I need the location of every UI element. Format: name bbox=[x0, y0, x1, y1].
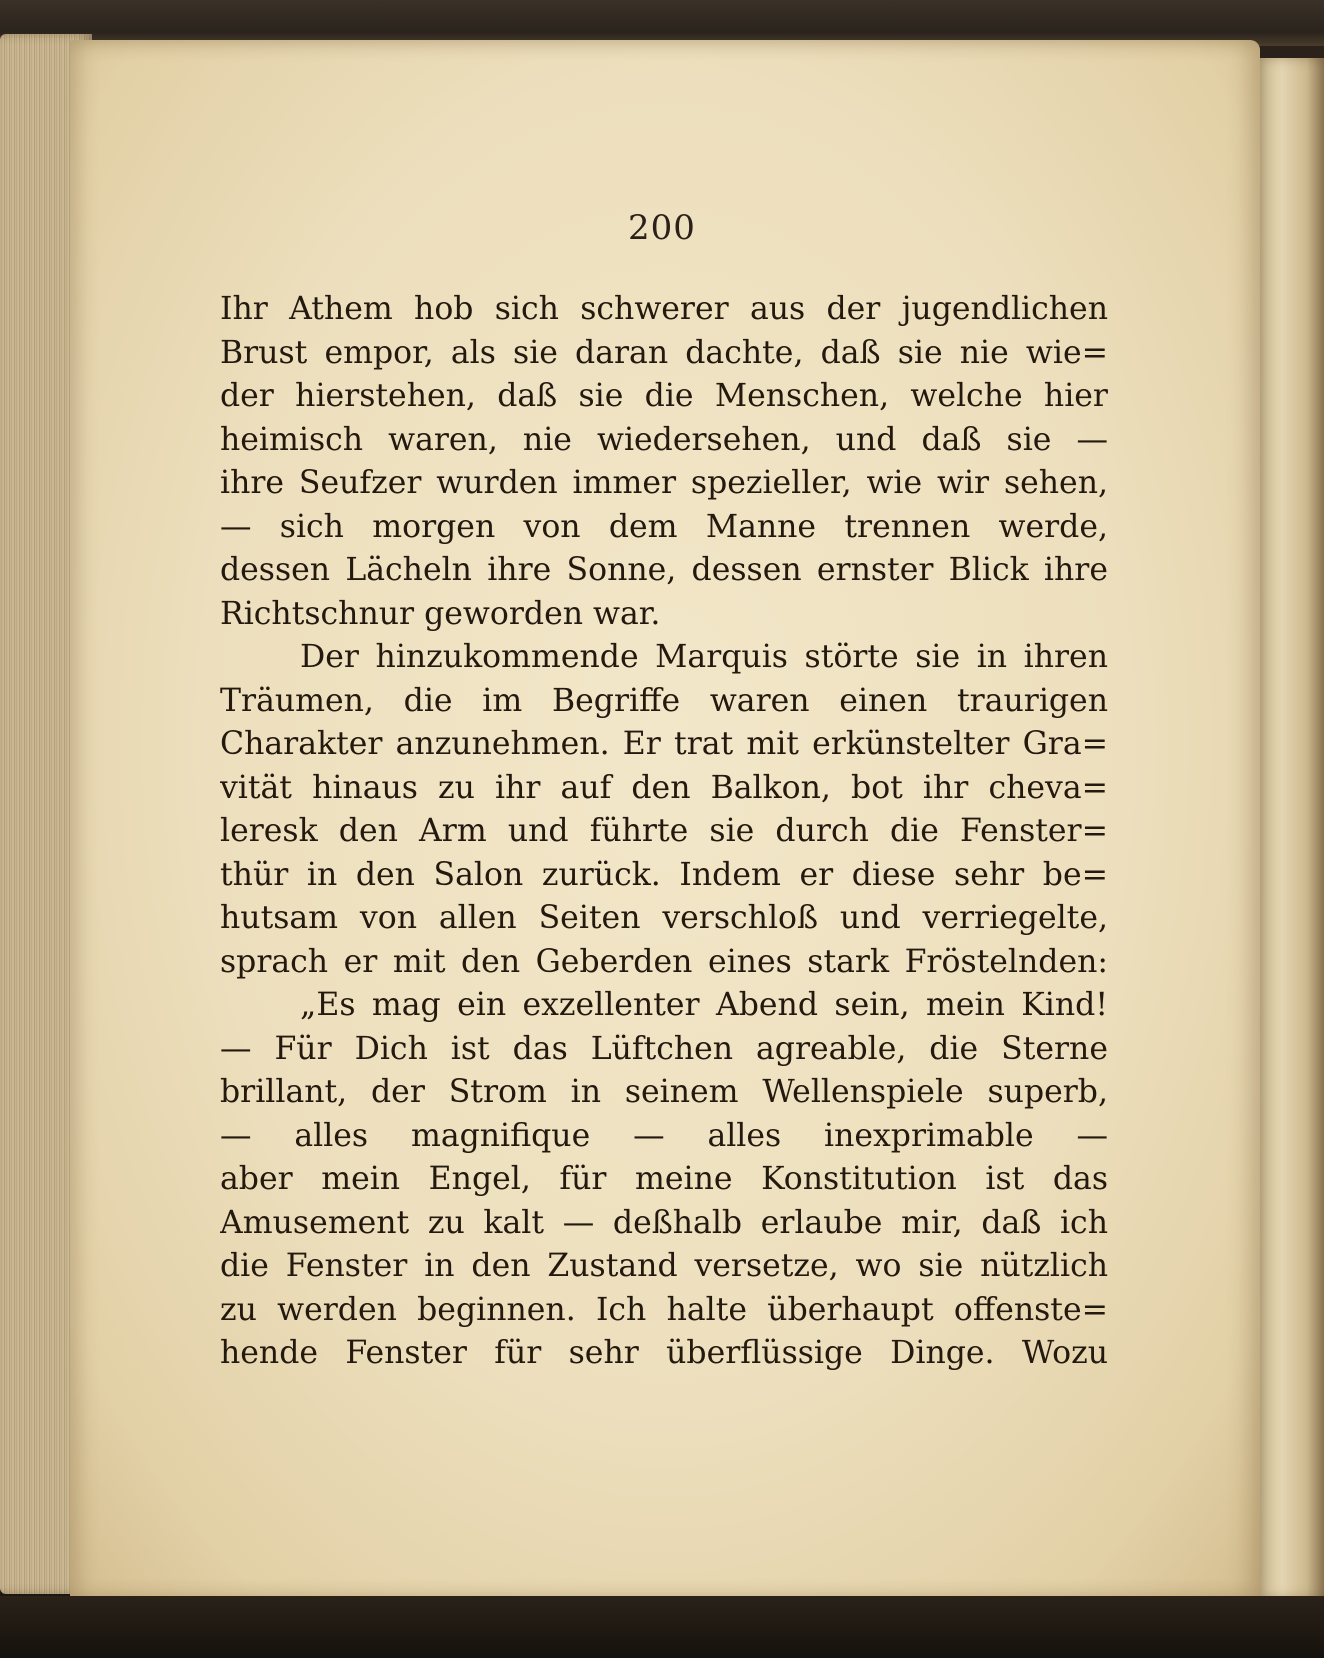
text-line: — sich morgen von dem Manne trennen werde, bbox=[220, 508, 1108, 545]
text-line: hende Fenster für sehr überflüssige Dinge. Wozu bbox=[220, 1335, 1108, 1371]
text-line: ihre Seufzer wurden immer spezieller, wie wir sehen, bbox=[220, 465, 1108, 501]
page-number: 200 bbox=[628, 208, 696, 248]
text-line: Ihr Athem hob sich schwerer aus der jugendlichen bbox=[220, 291, 1108, 327]
text-line: „Es mag ein exzellenter Abend sein, mein Kind! bbox=[300, 987, 1108, 1023]
text-line: Träumen, die im Begriffe waren einen traurigen bbox=[220, 682, 1108, 719]
book-cover-bottom-edge bbox=[0, 1596, 1324, 1658]
body-text bbox=[220, 288, 1108, 1376]
text-line: Richtschnur geworden war. bbox=[220, 595, 661, 632]
text-line: vität hinaus zu ihr auf den Balkon, bot ihr cheva= bbox=[220, 769, 1108, 806]
text-line: Der hinzukommende Marquis störte sie in ihren bbox=[300, 639, 1108, 675]
text-line: thür in den Salon zurück. Indem er diese sehr be= bbox=[220, 856, 1108, 893]
text-line: — alles magnifique — alles inexprimable — bbox=[220, 1117, 1108, 1154]
text-line: sprach er mit den Geberden eines stark Fröstelnden: bbox=[220, 943, 1108, 980]
text-line: Charakter anzunehmen. Er trat mit erkünstelter Gra= bbox=[220, 726, 1108, 762]
text-line: Brust empor, als sie daran dachte, daß sie nie wie= bbox=[220, 334, 1108, 371]
text-line: heimisch waren, nie wiedersehen, und daß sie — bbox=[220, 421, 1108, 458]
text-line: — Für Dich ist das Lüftchen agreable, die Sterne bbox=[220, 1030, 1108, 1067]
text-line: die Fenster in den Zustand versetze, wo sie nützlich bbox=[220, 1248, 1108, 1284]
text-line: zu werden beginnen. Ich halte überhaupt offenste= bbox=[220, 1291, 1108, 1328]
text-line: leresk den Arm und führte sie durch die Fenster= bbox=[220, 813, 1108, 849]
text-line: aber mein Engel, für meine Konstitution ist das bbox=[220, 1161, 1108, 1197]
text-line: brillant, der Strom in seinem Wellenspiele superb, bbox=[220, 1074, 1108, 1110]
text-line: der hierstehen, daß sie die Menschen, welche hier bbox=[220, 378, 1108, 414]
binding-edge bbox=[1254, 58, 1324, 1598]
text-line: dessen Lächeln ihre Sonne, dessen ernster Blick ihre bbox=[220, 552, 1108, 588]
text-line: Amusement zu kalt — deßhalb erlaube mir, daß ich bbox=[220, 1204, 1108, 1241]
text-line: hutsam von allen Seiten verschloß und verriegelte, bbox=[220, 900, 1108, 936]
